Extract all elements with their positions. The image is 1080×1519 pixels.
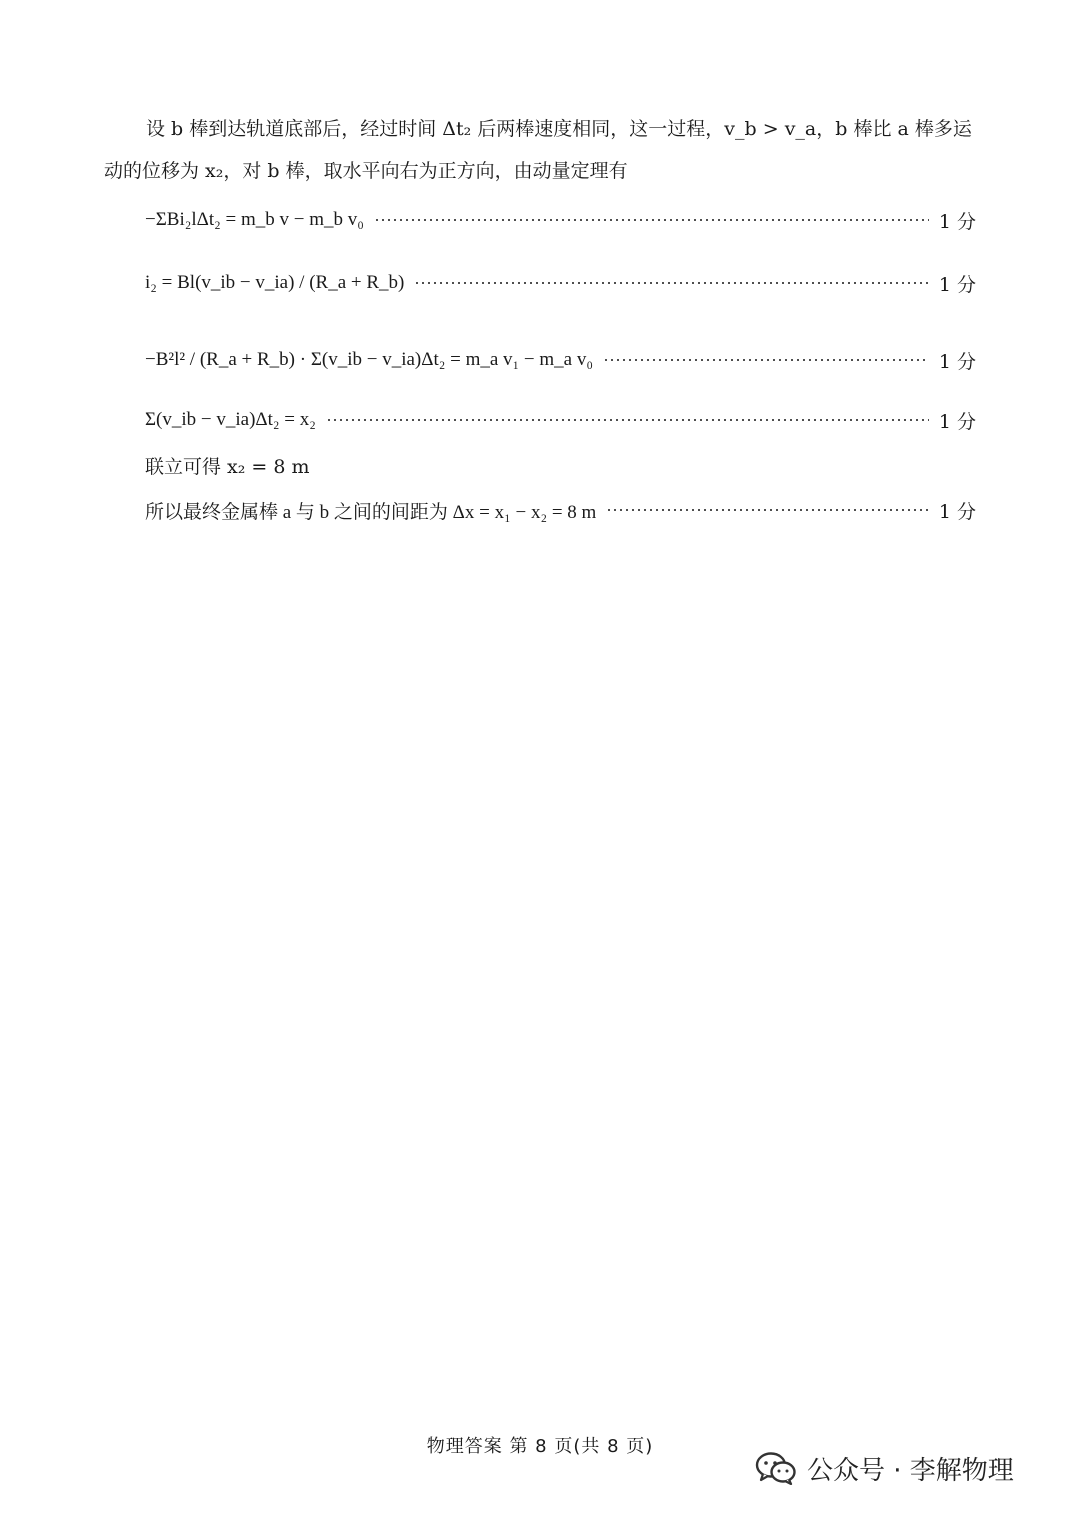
score-1: 1 分 xyxy=(938,210,976,233)
dot-leader xyxy=(606,509,929,511)
score-5: 1 分 xyxy=(938,500,976,523)
watermark-text: 公众号 · 李解物理 xyxy=(807,1455,1014,1486)
dot-leader xyxy=(414,282,929,284)
equation-1: −ΣBi₂lΔt₂ = m_b v − m_b v₀ xyxy=(145,209,364,230)
equation-2: i₂ = Bl(v_ib − v_ia) / (R_a + R_b) xyxy=(145,272,405,293)
equation-row-1 xyxy=(145,203,976,237)
equation-row-2 xyxy=(145,257,976,309)
watermark xyxy=(755,1448,1014,1488)
dot-leader xyxy=(326,419,929,421)
page-footer: 物理答案 第 8 页(共 8 页) xyxy=(426,1436,654,1457)
wechat-icon xyxy=(755,1451,797,1485)
equation-row-3 xyxy=(145,333,976,387)
equation-4: Σ(v_ib − v_ia)Δt₂ = x₂ xyxy=(145,409,316,430)
equation-row-4 xyxy=(145,405,976,435)
score-2: 1 分 xyxy=(938,273,976,296)
conclusion-row xyxy=(145,495,976,525)
score-3: 1 分 xyxy=(938,350,976,373)
conclusion-text: 所以最终金属棒 a 与 b 之间的间距为 Δx = x₁ − x₂ = 8 m xyxy=(145,501,597,523)
dot-leader xyxy=(603,359,929,361)
equation-3: −B²l² / (R_a + R_b) · Σ(v_ib − v_ia)Δt₂ = m_a v₁ − m_a v₀ xyxy=(145,349,593,370)
dot-leader xyxy=(374,219,929,221)
intro-paragraph: 设 b 棒到达轨道底部后，经过时间 Δt₂ 后两棒速度相同，这一过程，v_b > v_a，b 棒比 a 棒多运动的位移为 x₂，对 b 棒，取水平向右为正方向，由动量定理有 xyxy=(104,118,972,182)
combine-result: 联立可得 x₂ = 8 m xyxy=(145,456,310,478)
score-4: 1 分 xyxy=(938,410,976,433)
